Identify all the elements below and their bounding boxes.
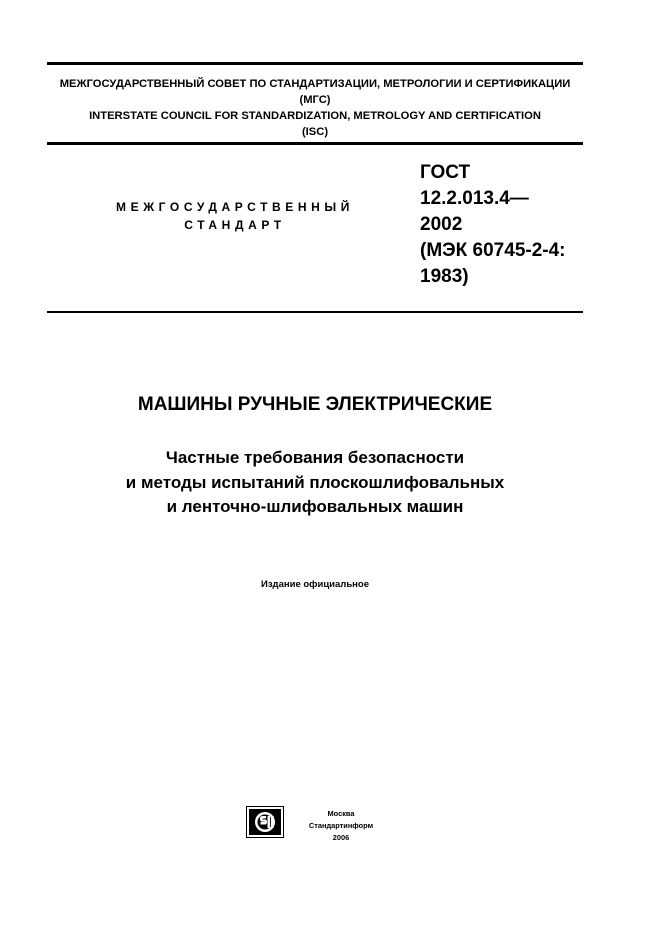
designation-rule [47, 311, 583, 313]
top-rule [47, 62, 583, 65]
standartinform-logo-icon [246, 806, 284, 838]
council-name-en: INTERSTATE COUNCIL FOR STANDARDIZATION, METROLOGY AND CERTIFICATION [89, 110, 541, 122]
subtitle-line3: и ленточно-шлифовальных машин [166, 497, 464, 516]
designation-line2: 12.2.013.4— [420, 188, 529, 209]
designation-line5: 1983) [420, 266, 469, 287]
designation-line1: ГОСТ [420, 162, 471, 183]
subtitle-line2: и методы испытаний плоскошлифовальных [125, 472, 505, 492]
document-subtitle [47, 446, 583, 520]
publisher-block [296, 808, 386, 844]
designation-line4: (МЭК 60745-2-4: [420, 240, 566, 261]
publisher-city: Москва [327, 809, 355, 818]
document-title: МАШИНЫ РУЧНЫЕ ЭЛЕКТРИЧЕСКИЕ [137, 394, 493, 415]
council-abbr-ru: (МГС) [299, 94, 331, 106]
standard-type [100, 198, 370, 234]
council-header [47, 76, 583, 140]
standard-type-line2: СТАНДАРТ [184, 218, 286, 232]
publisher-year: 2006 [332, 833, 350, 842]
header-rule [47, 142, 583, 145]
standard-designation [420, 160, 566, 290]
subtitle-line1: Частные требования безопасности [165, 448, 465, 467]
standard-type-line1: МЕЖГОСУДАРСТВЕННЫЙ [116, 200, 354, 214]
publisher-name: Стандартинформ [308, 821, 374, 830]
council-abbr-en: (ISC) [301, 126, 329, 138]
edition-note: Издание официальное [261, 579, 369, 590]
council-name-ru: МЕЖГОСУДАРСТВЕННЫЙ СОВЕТ ПО СТАНДАРТИЗАЦИИ, МЕТРОЛОГИИ И СЕРТИФИКАЦИИ [59, 78, 571, 90]
designation-line3: 2002 [420, 214, 463, 235]
